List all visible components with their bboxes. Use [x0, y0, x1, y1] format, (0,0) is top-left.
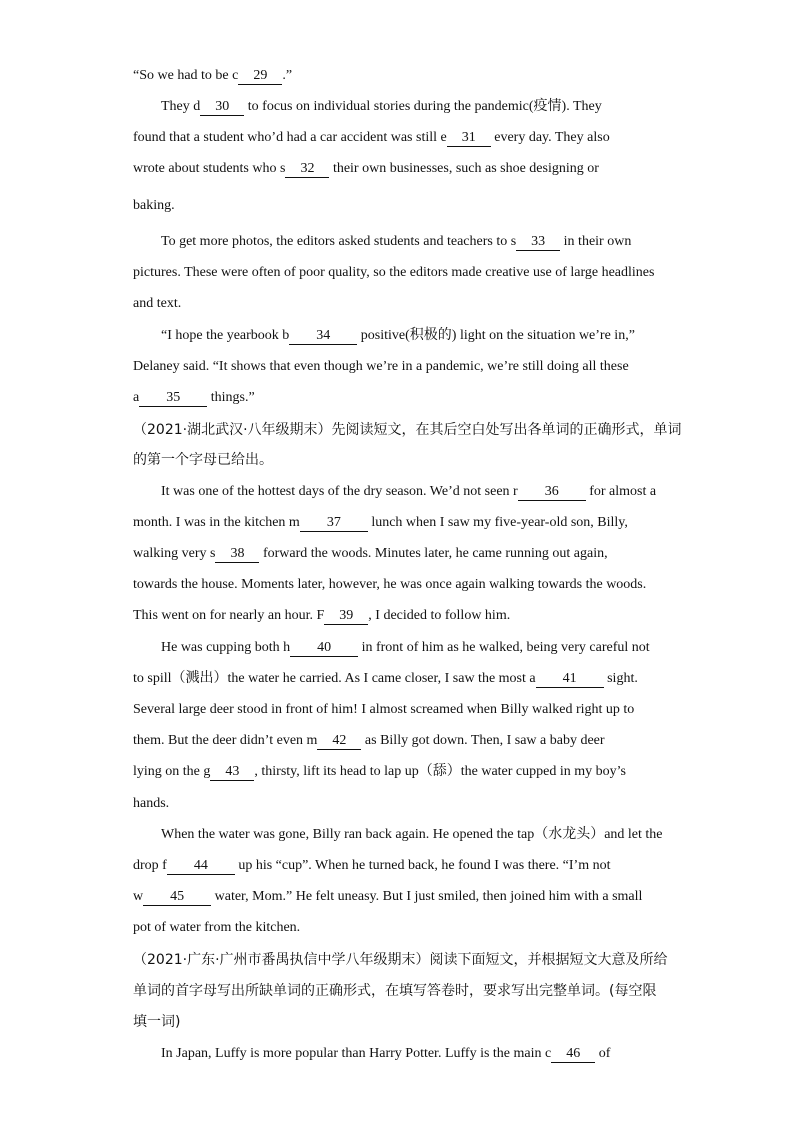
text-run: towards the house. Moments later, however, he was once again walking towards the woods. — [133, 577, 647, 592]
text-run: pot of water from the kitchen. — [133, 920, 301, 935]
answer-blank-45: 45 — [143, 889, 211, 906]
passage-line — [133, 389, 255, 407]
answer-blank-32: 32 — [285, 161, 329, 178]
text-run: （2021·湖北武汉·八年级期末）先阅读短文，在其后空白处写出各单词的正确形式，单词 — [133, 422, 682, 438]
text-run: lunch when I saw my five-year-old son, Billy, — [367, 515, 628, 530]
passage-line — [161, 233, 631, 251]
passage-line — [133, 732, 605, 750]
text-run: , thirsty, lift its head to lap up（舔）the water cupped in my boy’s — [254, 764, 626, 779]
text-run: Delaney said. “It shows that even though we’re in a pandemic, we’re still doing all these — [133, 359, 629, 374]
text-run: things.” — [207, 390, 255, 405]
text-run: baking. — [133, 198, 175, 213]
text-run: 的第一个字母已给出。 — [133, 452, 273, 468]
text-run: them. But the deer didn’t even m — [133, 733, 318, 748]
text-run: To get more photos, the editors asked students and teachers to s — [161, 234, 517, 249]
passage-line — [133, 919, 300, 937]
section-instruction-line — [133, 1013, 180, 1031]
text-run: to focus on individual stories during the pandemic(疫情). They — [244, 99, 602, 114]
answer-blank-41: 41 — [536, 671, 604, 688]
passage-line — [133, 129, 610, 147]
section-instruction-line — [133, 421, 682, 439]
text-run: and text. — [133, 296, 182, 311]
answer-blank-42: 42 — [317, 733, 361, 750]
passage-line — [133, 160, 599, 178]
answer-blank-40: 40 — [290, 640, 358, 657]
answer-blank-29: 29 — [238, 68, 282, 85]
passage-line — [133, 67, 292, 85]
answer-blank-34: 34 — [289, 328, 357, 345]
text-run: positive(积极的) light on the situation we’re in,” — [357, 328, 635, 343]
text-run: for almost a — [585, 484, 657, 499]
answer-blank-44: 44 — [167, 858, 235, 875]
text-run: 单词的首字母写出所缺单词的正确形式，在填写答卷时，要求写出完整单词。(每空限 — [133, 983, 657, 999]
text-run: sight. — [603, 671, 638, 686]
text-run: forward the woods. Minutes later, he came running out again, — [259, 546, 608, 561]
text-run: to spill（溅出）the water he carried. As I came closer, I saw the most a — [133, 671, 536, 686]
section-instruction-line — [133, 951, 668, 969]
text-run: “So we had to be c — [133, 68, 239, 83]
passage-line — [133, 545, 608, 563]
passage-line — [133, 358, 629, 376]
passage-line — [161, 98, 602, 116]
section-instruction-line — [133, 982, 656, 1000]
text-run: （2021·广东·广州市番禺执信中学八年级期末）阅读下面短文，并根据短文大意及所给 — [133, 952, 668, 968]
text-run: pictures. These were often of poor quality, so the editors made creative use of large headlines — [133, 265, 655, 280]
text-run: He was cupping both h — [161, 640, 291, 655]
answer-blank-35: 35 — [139, 390, 207, 407]
passage-line — [133, 197, 175, 215]
passage-line — [133, 857, 611, 875]
text-run: .” — [282, 68, 293, 83]
text-run: hands. — [133, 796, 170, 811]
passage-line — [133, 264, 654, 282]
text-run: water, Mom.” He felt uneasy. But I just smiled, then joined him with a small — [211, 889, 643, 904]
text-run: in front of him as he walked, being very careful not — [358, 640, 650, 655]
text-run: drop f — [133, 858, 167, 873]
text-run: “I hope the yearbook b — [161, 328, 290, 343]
answer-blank-43: 43 — [210, 764, 254, 781]
text-run: w — [133, 889, 144, 904]
passage-line — [133, 514, 628, 532]
text-run: every day. They also — [490, 130, 610, 145]
text-run: It was one of the hottest days of the dry season. We’d not seen r — [161, 484, 518, 499]
text-run: month. I was in the kitchen m — [133, 515, 300, 530]
text-run: lying on the g — [133, 764, 211, 779]
passage-line — [133, 795, 169, 813]
passage-line — [161, 826, 663, 844]
passage-line — [133, 763, 626, 781]
answer-blank-33: 33 — [516, 234, 560, 251]
answer-blank-31: 31 — [447, 130, 491, 147]
answer-blank-30: 30 — [200, 99, 244, 116]
text-run: They d — [161, 99, 201, 114]
answer-blank-39: 39 — [324, 608, 368, 625]
text-run: wrote about students who s — [133, 161, 286, 176]
text-run: a — [133, 390, 140, 405]
text-run: 填一词) — [133, 1014, 181, 1030]
text-run: up his “cup”. When he turned back, he found I was there. “I’m not — [234, 858, 611, 873]
text-run: walking very s — [133, 546, 216, 561]
text-run: In Japan, Luffy is more popular than Harry Potter. Luffy is the main c — [161, 1046, 552, 1061]
passage-line — [133, 576, 646, 594]
section-instruction-line — [133, 451, 273, 469]
passage-line — [161, 639, 650, 657]
passage-line — [161, 327, 635, 345]
text-run: as Billy got down. Then, I saw a baby deer — [361, 733, 605, 748]
answer-blank-38: 38 — [215, 546, 259, 563]
text-run: in their own — [560, 234, 632, 249]
text-run: Several large deer stood in front of him! I almost screamed when Billy walked right up to — [133, 702, 635, 717]
answer-blank-36: 36 — [518, 484, 586, 501]
text-run: their own businesses, such as shoe designing or — [329, 161, 599, 176]
passage-line — [133, 670, 638, 688]
text-run: , I decided to follow him. — [368, 608, 511, 623]
text-run: of — [595, 1046, 611, 1061]
passage-line — [133, 607, 510, 625]
answer-blank-46: 46 — [551, 1046, 595, 1063]
passage-line — [161, 483, 656, 501]
text-run: found that a student who’d had a car accident was still e — [133, 130, 447, 145]
passage-line — [161, 1045, 610, 1063]
passage-line — [133, 888, 642, 906]
passage-line — [133, 295, 181, 313]
passage-line — [133, 701, 634, 719]
text-run: This went on for nearly an hour. F — [133, 608, 325, 623]
answer-blank-37: 37 — [300, 515, 368, 532]
text-run: When the water was gone, Billy ran back again. He opened the tap（水龙头）and let the — [161, 827, 663, 842]
